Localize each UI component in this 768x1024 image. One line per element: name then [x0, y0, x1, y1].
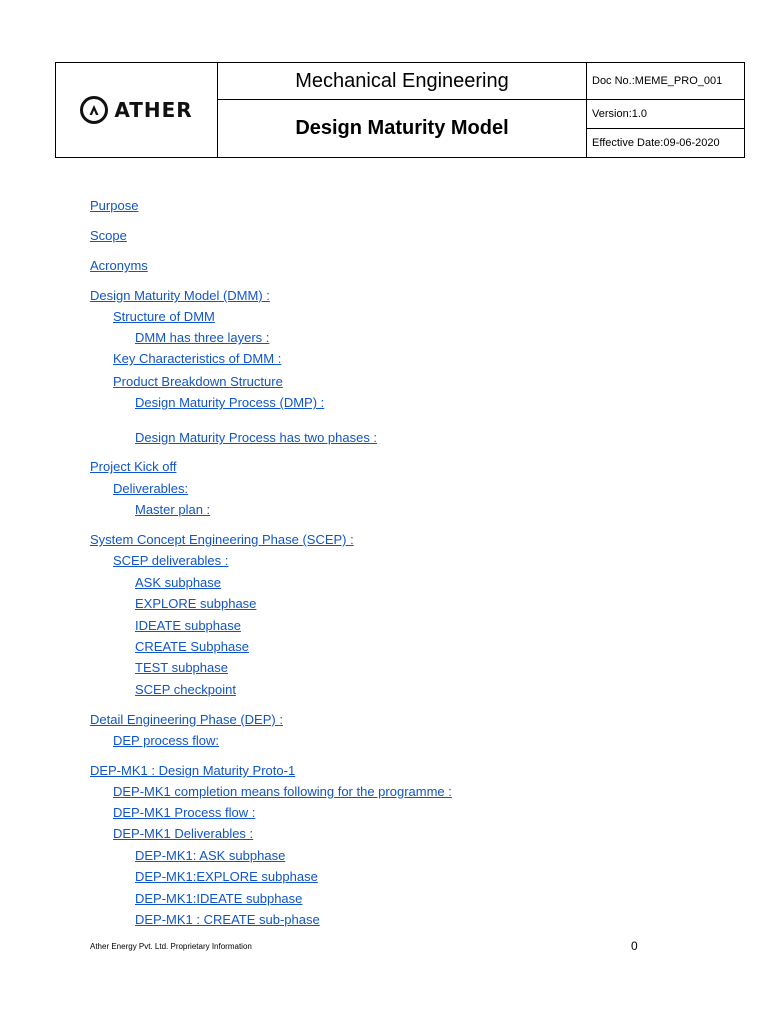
page-number: 0	[631, 939, 638, 953]
document-header-table	[55, 62, 745, 158]
toc-link[interactable]: EXPLORE subphase	[135, 596, 257, 611]
toc-link[interactable]: Scope	[90, 228, 127, 243]
toc-link[interactable]: IDEATE subphase	[135, 618, 241, 633]
toc-link[interactable]: DEP-MK1 : Design Maturity Proto-1	[90, 763, 296, 778]
department-title: Mechanical Engineering	[218, 63, 587, 100]
toc-link[interactable]: Master plan :	[135, 502, 211, 517]
toc-link[interactable]: SCEP checkpoint	[135, 682, 236, 697]
toc-link[interactable]: DEP-MK1:IDEATE subphase	[135, 891, 303, 906]
logo-cell	[56, 63, 218, 158]
version: Version:1.0	[587, 100, 745, 129]
toc-link[interactable]: DEP-MK1 : CREATE sub-phase	[135, 912, 320, 927]
toc-link[interactable]: CREATE Subphase	[135, 639, 249, 654]
toc-link[interactable]: System Concept Engineering Phase (SCEP) :	[90, 532, 354, 547]
toc-link[interactable]: Structure of DMM	[113, 309, 215, 324]
toc-link[interactable]: DEP-MK1: ASK subphase	[135, 848, 286, 863]
toc-link[interactable]: Acronyms	[90, 258, 148, 273]
toc-link[interactable]: Project Kick off	[90, 459, 177, 474]
toc-link[interactable]: DEP-MK1 completion means following for the programme :	[113, 784, 452, 799]
toc-link[interactable]: SCEP deliverables :	[113, 553, 229, 568]
toc-link[interactable]: ASK subphase	[135, 575, 222, 590]
toc-link[interactable]: Purpose	[90, 198, 139, 213]
logo-text: ATHER	[114, 98, 193, 122]
toc-link[interactable]: Deliverables:	[113, 481, 189, 496]
toc-link[interactable]: DEP-MK1:EXPLORE subphase	[135, 869, 318, 884]
toc-link[interactable]: Design Maturity Process (DMP) :	[135, 395, 325, 410]
document-title: Design Maturity Model	[218, 100, 587, 158]
doc-number: Doc No.:MEME_PRO_001	[587, 63, 745, 100]
toc-link[interactable]: Design Maturity Model (DMM) :	[90, 288, 270, 303]
toc-link[interactable]: Key Characteristics of DMM :	[113, 351, 282, 366]
toc-link[interactable]: Product Breakdown Structure	[113, 374, 283, 389]
toc-link[interactable]: Design Maturity Process has two phases :	[135, 430, 378, 445]
toc-link[interactable]: TEST subphase	[135, 660, 228, 675]
footer-text: Ather Energy Pvt. Ltd. Proprietary Information	[90, 942, 252, 951]
toc-link[interactable]: DEP-MK1 Deliverables :	[113, 826, 254, 841]
toc-link[interactable]: DMM has three layers :	[135, 330, 270, 345]
toc-link[interactable]: Detail Engineering Phase (DEP) :	[90, 712, 283, 727]
effective-date: Effective Date:09-06-2020	[587, 129, 745, 158]
toc-link[interactable]: DEP-MK1 Process flow :	[113, 805, 256, 820]
ather-logo	[80, 96, 192, 124]
toc-link[interactable]: DEP process flow:	[113, 733, 219, 748]
ather-logo-icon	[80, 96, 108, 124]
